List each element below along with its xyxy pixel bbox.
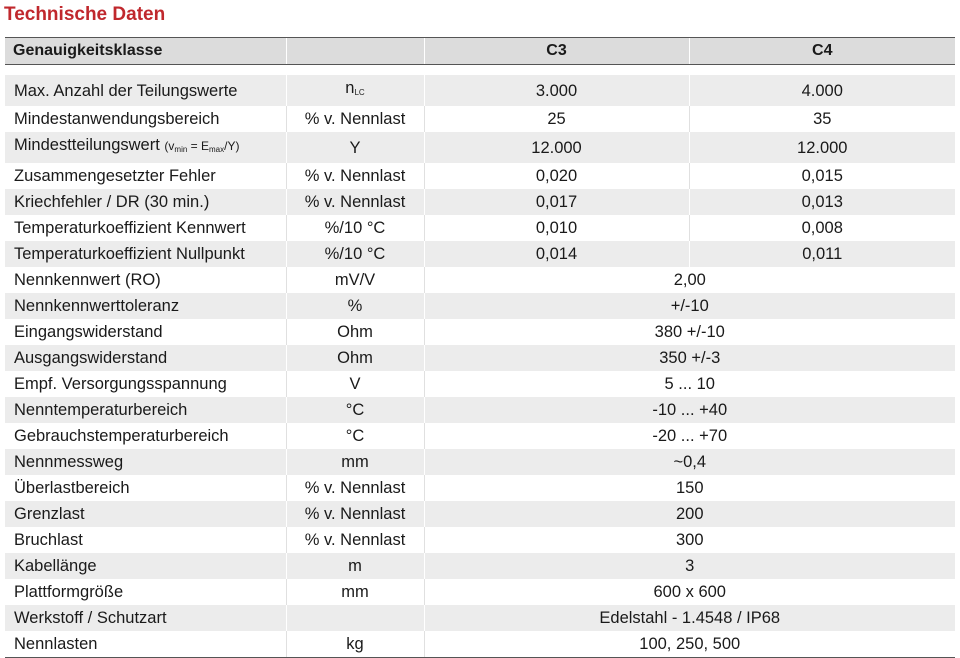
row-label: Nennkennwert (RO) — [5, 267, 286, 293]
table-row — [5, 423, 955, 449]
row-label: Ausgangswiderstand — [5, 345, 286, 371]
row-label: Nennlasten — [5, 631, 286, 658]
row-value-merged: Edelstahl - 1.4548 / IP68 — [424, 605, 955, 631]
header-c4: C4 — [689, 38, 955, 65]
header-c3: C3 — [424, 38, 689, 65]
row-value-c4: 35 — [689, 106, 955, 132]
row-unit: Ohm — [286, 345, 424, 371]
note-open: (v — [164, 139, 175, 153]
row-value-merged: 5 ... 10 — [424, 371, 955, 397]
row-value-c4: 0,015 — [689, 163, 955, 189]
spacer-row — [5, 65, 955, 76]
row-unit — [286, 106, 424, 132]
row-unit: mm — [286, 579, 424, 605]
row-unit — [286, 605, 424, 631]
table-row — [5, 215, 955, 241]
row-label: Überlastbereich — [5, 475, 286, 501]
row-unit-text: %/10 °C — [324, 219, 386, 237]
table-row — [5, 319, 955, 345]
header-unit — [286, 38, 424, 65]
row-unit: % v. Nennlast — [286, 501, 424, 527]
table-row — [5, 371, 955, 397]
row-unit-sub: LC — [354, 88, 365, 97]
row-label-text: Temperaturkoeffizient Kennwert — [14, 219, 246, 237]
table-row — [5, 553, 955, 579]
table-row — [5, 132, 955, 163]
row-unit: % — [286, 293, 424, 319]
row-unit: mV/V — [286, 267, 424, 293]
row-value-merged: 100, 250, 500 — [424, 631, 955, 658]
row-label: Plattformgröße — [5, 579, 286, 605]
header-label: Genauigkeitsklasse — [5, 38, 286, 65]
row-value-c4: 0,013 — [689, 189, 955, 215]
table-row — [5, 397, 955, 423]
row-value-c3: 12.000 — [424, 132, 689, 163]
row-unit — [286, 75, 424, 106]
row-unit-text: % v. Nennlast — [304, 110, 406, 128]
row-value-merged: -20 ... +70 — [424, 423, 955, 449]
row-value-c4: 4.000 — [689, 75, 955, 106]
row-unit: kg — [286, 631, 424, 658]
row-unit: m — [286, 553, 424, 579]
row-label: Grenzlast — [5, 501, 286, 527]
row-value-merged: 600 x 600 — [424, 579, 955, 605]
row-label — [5, 75, 286, 106]
row-value-merged: 300 — [424, 527, 955, 553]
spec-table — [5, 37, 955, 658]
row-value-c4: 0,011 — [689, 241, 955, 267]
table-row — [5, 189, 955, 215]
row-label: Nennmessweg — [5, 449, 286, 475]
row-unit — [286, 132, 424, 163]
row-value-c3: 3.000 — [424, 75, 689, 106]
row-value-merged: 2,00 — [424, 267, 955, 293]
row-label-text: Zusammengesetzter Fehler — [14, 167, 216, 185]
row-value-merged: 350 +/-3 — [424, 345, 955, 371]
row-value-merged: +/-10 — [424, 293, 955, 319]
note-sub-min: min — [174, 145, 188, 154]
row-value-c3: 0,020 — [424, 163, 689, 189]
row-label — [5, 163, 286, 189]
row-unit — [286, 163, 424, 189]
row-label — [5, 241, 286, 267]
row-unit-text: %/10 °C — [324, 245, 386, 263]
row-label: Bruchlast — [5, 527, 286, 553]
table-row — [5, 241, 955, 267]
row-label — [5, 132, 286, 163]
table-row — [5, 345, 955, 371]
table-row — [5, 106, 955, 132]
row-label: Empf. Versorgungsspannung — [5, 371, 286, 397]
row-unit: V — [286, 371, 424, 397]
row-unit-text: Y — [349, 138, 361, 157]
row-label: Eingangswiderstand — [5, 319, 286, 345]
table-row — [5, 527, 955, 553]
table-row — [5, 293, 955, 319]
row-value-merged: 200 — [424, 501, 955, 527]
table-row — [5, 579, 955, 605]
row-unit-text: n — [345, 79, 355, 97]
row-value-merged: -10 ... +40 — [424, 397, 955, 423]
row-label: Nenntemperaturbereich — [5, 397, 286, 423]
row-unit: mm — [286, 449, 424, 475]
row-label-text: Max. Anzahl der Teilungswerte — [14, 81, 238, 100]
table-row — [5, 631, 955, 658]
row-value-c3: 25 — [424, 106, 689, 132]
row-unit: °C — [286, 397, 424, 423]
table-row — [5, 75, 955, 106]
row-label: Nennkennwerttoleranz — [5, 293, 286, 319]
row-unit — [286, 241, 424, 267]
row-value-c3: 0,017 — [424, 189, 689, 215]
row-label-text: Mindestteilungswert — [14, 136, 160, 154]
row-unit: Ohm — [286, 319, 424, 345]
table-row — [5, 501, 955, 527]
row-unit: °C — [286, 423, 424, 449]
row-label — [5, 215, 286, 241]
row-label-note — [164, 139, 239, 153]
page-title: Technische Daten — [4, 4, 166, 25]
table-row — [5, 267, 955, 293]
row-unit-text: % v. Nennlast — [304, 167, 406, 185]
note-close: /Y) — [224, 139, 240, 153]
row-label-text: Kriechfehler / DR (30 min.) — [14, 193, 210, 211]
row-label: Gebrauchstemperaturbereich — [5, 423, 286, 449]
table-row — [5, 163, 955, 189]
row-label: Werkstoff / Schutzart — [5, 605, 286, 631]
row-value-merged: 3 — [424, 553, 955, 579]
row-value-c3: 0,014 — [424, 241, 689, 267]
row-unit: % v. Nennlast — [286, 475, 424, 501]
row-unit: % v. Nennlast — [286, 527, 424, 553]
note-mid: = E — [187, 139, 209, 153]
row-value-merged: 150 — [424, 475, 955, 501]
row-label-text: Temperaturkoeffizient Nullpunkt — [14, 245, 245, 263]
table-body — [5, 65, 955, 658]
row-label: Kabellänge — [5, 553, 286, 579]
row-value-merged: ~0,4 — [424, 449, 955, 475]
row-value-merged: 380 +/-10 — [424, 319, 955, 345]
table-header — [5, 38, 955, 65]
row-label-text: Mindestanwendungsbereich — [14, 110, 220, 128]
row-unit-text: % v. Nennlast — [304, 193, 406, 211]
row-unit — [286, 215, 424, 241]
row-value-c4: 0,008 — [689, 215, 955, 241]
row-label — [5, 106, 286, 132]
table-row — [5, 449, 955, 475]
table-row — [5, 605, 955, 631]
table-row — [5, 475, 955, 501]
row-label — [5, 189, 286, 215]
note-sub-max: max — [209, 145, 225, 154]
row-value-c4: 12.000 — [689, 132, 955, 163]
row-value-c3: 0,010 — [424, 215, 689, 241]
row-unit — [286, 189, 424, 215]
